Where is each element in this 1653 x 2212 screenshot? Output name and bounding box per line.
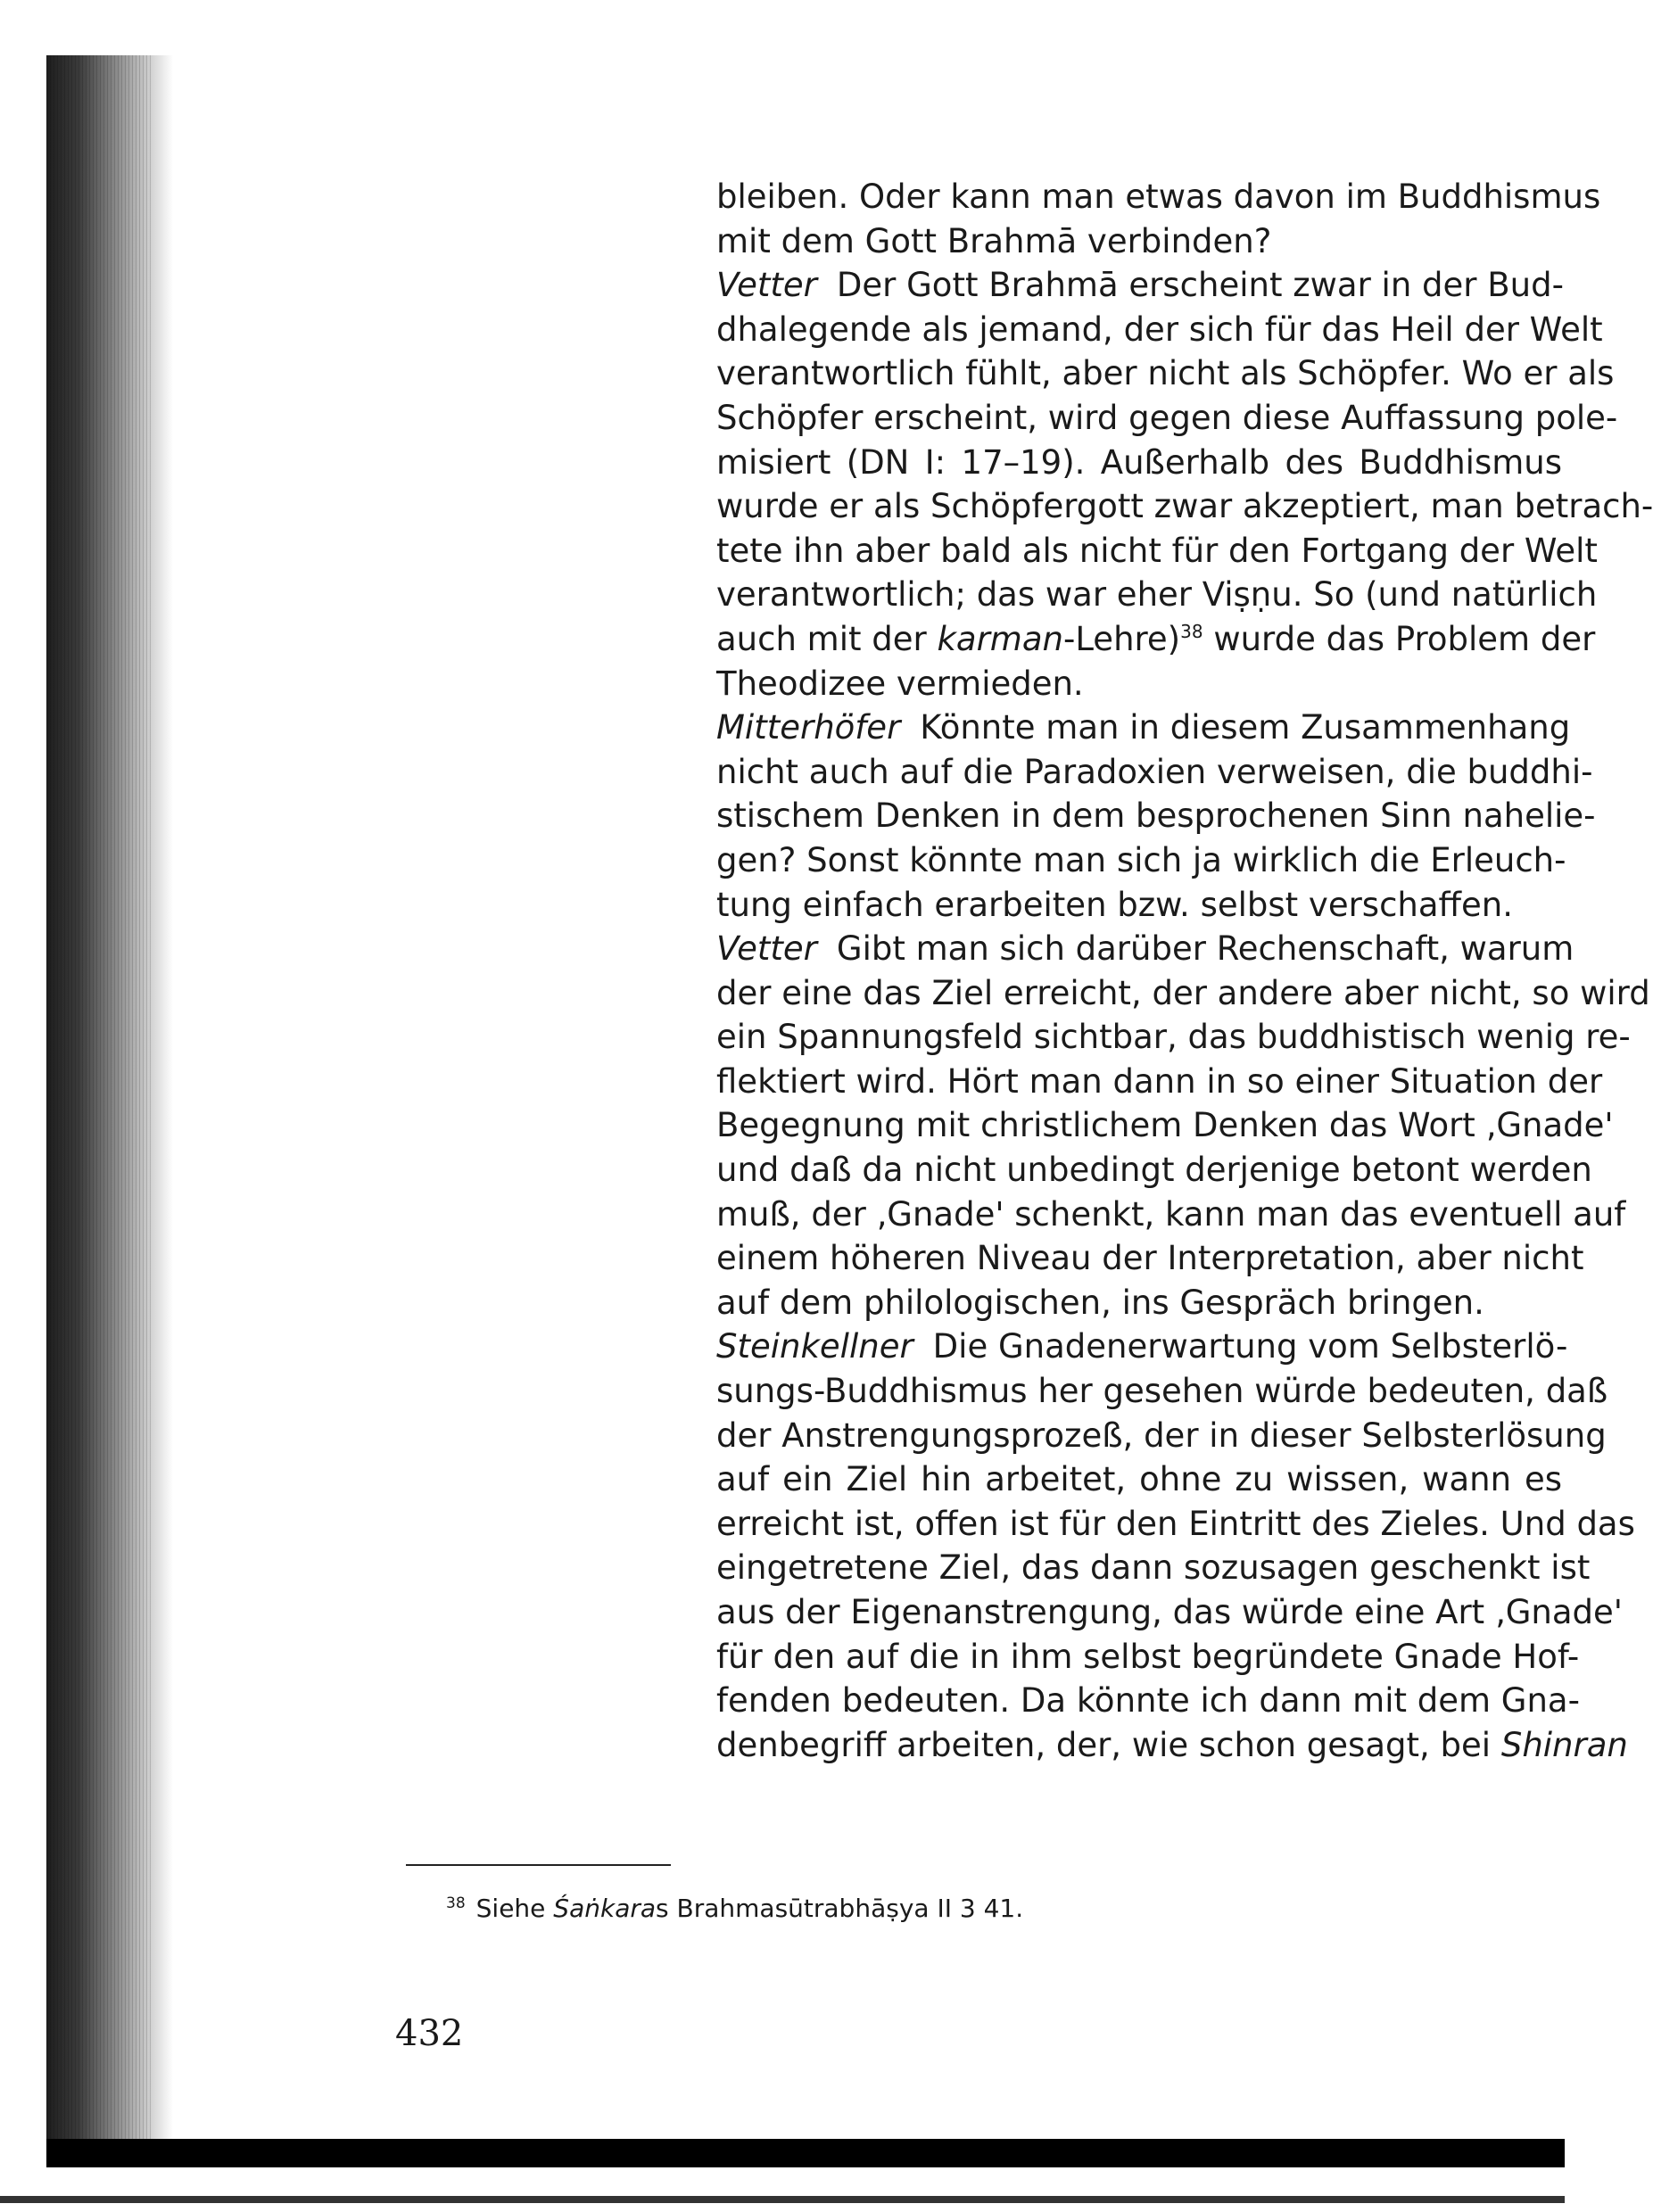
text-line: tung einfach erarbeiten bzw. selbst verschaffen. (716, 885, 1514, 924)
text-line: gen? Sonst könnte man sich ja wirklich die Erleuch- (716, 840, 1566, 879)
text-line: dhalegende als jemand, der sich für das Heil der Welt (716, 310, 1603, 349)
footnote-text: s Brahmasūtrabhāṣya II 3 41. (656, 1894, 1024, 1923)
text-line: eingetretene Ziel, das dann sozusagen geschenkt ist (716, 1548, 1591, 1588)
text-line: Begegnung mit christlichem Denken das Wort ‚Gnade' (716, 1106, 1614, 1145)
text-fragment: wurde das Problem der (1203, 619, 1596, 658)
text-fragment: auch mit der (716, 619, 927, 658)
speaker-vetter: Vetter (716, 266, 817, 305)
speaker-vetter: Vetter (716, 929, 817, 969)
footnote (446, 1893, 1023, 1925)
speaker-mitterhofer: Mitterhöfer (716, 708, 901, 747)
text-line-content: Gibt man sich darüber Rechenschaft, warum (836, 929, 1574, 969)
text-line (716, 706, 1571, 750)
page-number: 432 (395, 2013, 464, 2054)
text-line: flektiert wird. Hört man dann in so einer Situation der (716, 1061, 1603, 1101)
text-line: wurde er als Schöpfergott zwar akzeptiert, man betrach- (716, 487, 1653, 526)
body-text (716, 175, 1653, 1767)
footnote-rule (406, 1864, 671, 1866)
speaker-steinkellner: Steinkellner (716, 1327, 913, 1366)
text-line: Theodizee vermieden. (716, 664, 1084, 703)
text-line: erreicht ist, offen ist für den Eintritt des Zieles. Und das (716, 1504, 1635, 1543)
text-line: nicht auch auf die Paradoxien verweisen, die buddhi- (716, 752, 1593, 791)
binding-scan-lines (46, 55, 153, 2147)
text-line: aus der Eigenanstrengung, das würde eine Art ‚Gnade' (716, 1593, 1623, 1631)
text-line-content: Könnte man in diesem Zusammenhang (920, 708, 1571, 747)
text-line: verantwortlich; das war eher Viṣṇu. So (und natürlich (716, 575, 1598, 615)
text-line: auf dem philologischen, ins Gespräch bringen. (716, 1283, 1484, 1322)
text-line (716, 1325, 1568, 1369)
text-line: für den auf die in ihm selbst begründete Gnade Hof- (716, 1637, 1580, 1676)
text-line: der Anstrengungsprozeß, der in dieser Selbsterlösung (716, 1416, 1607, 1455)
text-line: fenden bedeuten. Da könnte ich dann mit dem Gna- (716, 1681, 1580, 1721)
text-line: tete ihn aber bald als nicht für den Fortgang der Welt (716, 531, 1598, 570)
text-line-content: Die Gnadenerwartung vom Selbsterlö- (932, 1327, 1568, 1366)
text-line: sungs-Buddhismus her gesehen würde bedeuten, daß (716, 1372, 1608, 1411)
text-fragment: -Lehre) (1062, 619, 1181, 658)
text-line: und daß da nicht unbedingt derjenige betont werden (716, 1151, 1592, 1190)
footnote-text: Siehe (475, 1894, 554, 1923)
footnote-number: 38 (446, 1894, 466, 1912)
text-line (716, 263, 1562, 308)
text-line (716, 1723, 1628, 1768)
text-line: misiert (DN I: 17–19). Außerhalb des Buddhismus (716, 442, 1562, 482)
footnote-ref: 38 (1180, 620, 1203, 642)
text-line: einem höheren Niveau der Interpretation, aber nicht (716, 1239, 1584, 1278)
name-shinran: Shinran (1500, 1725, 1628, 1764)
term-karman: karman (937, 619, 1063, 658)
text-line-content: Der Gott Brahmā erscheint zwar in der Bud- (836, 266, 1564, 305)
text-line: auf ein Ziel hin arbeitet, ohne zu wissen, wann es (716, 1460, 1562, 1499)
text-line: Schöpfer erscheint, wird gegen diese Auffassung pole- (716, 398, 1618, 437)
text-line: mit dem Gott Brahmā verbinden? (716, 221, 1272, 260)
text-line: der eine das Ziel erreicht, der andere aber nicht, so wird (716, 973, 1650, 1012)
text-line: muß, der ‚Gnade' schenkt, kann man das eventuell auf (716, 1194, 1626, 1234)
text-line (716, 617, 1596, 662)
scan-bottom-edge (0, 2196, 1565, 2203)
text-line: stischem Denken in dem besprochenen Sinn nahelie- (716, 796, 1596, 836)
text-line (716, 927, 1574, 971)
text-line: ein Spannungsfeld sichtbar, das buddhistisch wenig re- (716, 1018, 1631, 1057)
text-line: bleiben. Oder kann man etwas davon im Buddhismus (716, 177, 1601, 216)
footnote-name-sankara: Śaṅkara (553, 1894, 657, 1923)
text-fragment: denbegriff arbeiten, der, wie schon gesagt, bei (716, 1725, 1492, 1764)
text-line: verantwortlich fühlt, aber nicht als Schöpfer. Wo er als (716, 354, 1615, 393)
scan-bottom-border (46, 2139, 1565, 2167)
